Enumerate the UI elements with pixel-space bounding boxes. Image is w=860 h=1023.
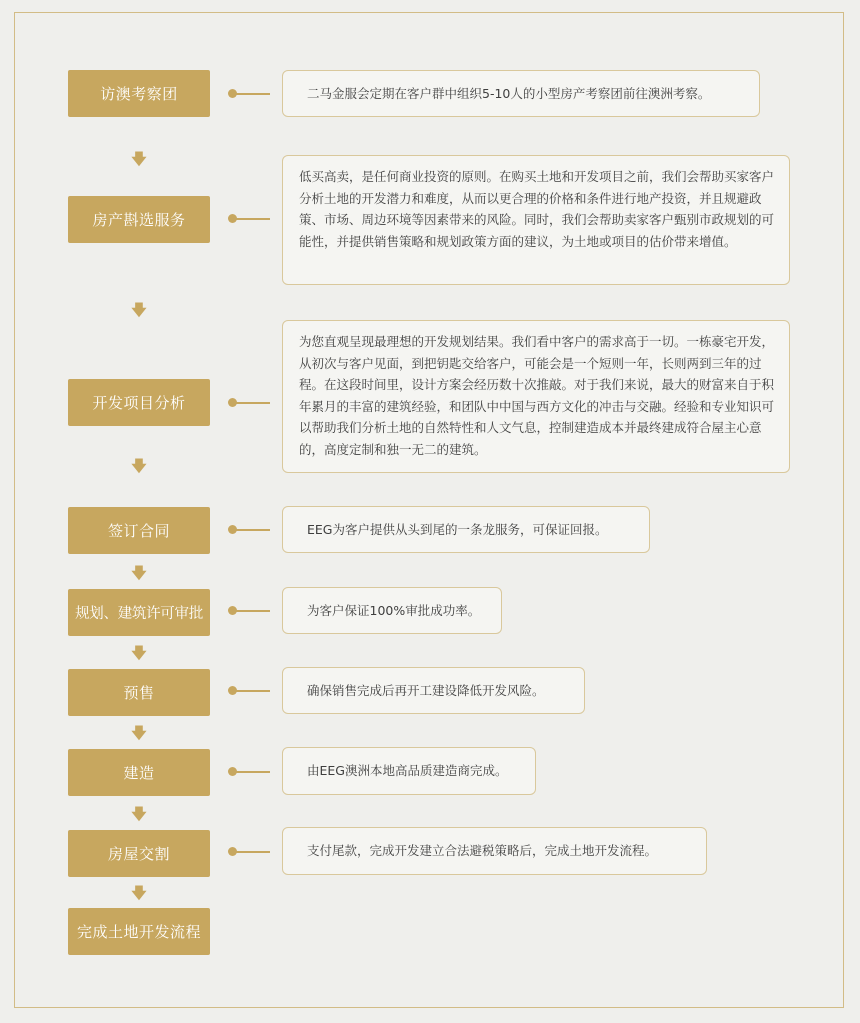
connector [228, 686, 270, 696]
step-complete: 完成土地开发流程 [68, 908, 210, 955]
step-property-selection-desc: 低买高卖，是任何商业投资的原则。在购买土地和开发项目之前，我们会帮助买家客户分析土地的开发潜力和难度，从而以更合理的价格和条件进行地产投资，并且规避政策、市场、周边环境等因素带来的风险。同时，我们会帮助卖家客户甄别市政规划的可能性，并提供销售策略和规划政策方面的建议，为土地或项目的估价带来增值。 [282, 155, 790, 285]
arrow-down-icon: 🡇 [131, 150, 147, 168]
connector [228, 525, 270, 535]
connector [228, 606, 270, 616]
step-sign-contract: 签订合同 [68, 507, 210, 554]
step-planning-approval: 规划、建筑许可审批 [68, 589, 210, 636]
step-presale-desc: 确保销售完成后再开工建设降低开发风险。 [282, 667, 585, 714]
step-handover-desc: 支付尾款，完成开发建立合法避税策略后，完成土地开发流程。 [282, 827, 707, 875]
step-property-selection: 房产斟选服务 [68, 196, 210, 243]
arrow-down-icon: 🡇 [131, 644, 147, 662]
step-project-analysis-desc: 为您直观呈现最理想的开发规划结果。我们看中客户的需求高于一切。一栋豪宅开发，从初次与客户见面，到把钥匙交给客户，可能会是一个短则一年，长则两到三年的过程。在这段时间里，设计方案会经历数十次推敲。对于我们来说，最大的财富来自于积年累月的丰富的建筑经验，和团队中中国与西方文化的冲击与交融。经验和专业知识可以帮助我们分析土地的自然特性和人文气息，控制建造成本并最终建成符合屋主心意的，高度定制和独一无二的建筑。 [282, 320, 790, 473]
arrow-down-icon: 🡇 [131, 724, 147, 742]
step-project-analysis: 开发项目分析 [68, 379, 210, 426]
connector [228, 89, 270, 99]
connector [228, 398, 270, 408]
step-construction: 建造 [68, 749, 210, 796]
step-planning-approval-desc: 为客户保证100%审批成功率。 [282, 587, 502, 634]
connector [228, 767, 270, 777]
arrow-down-icon: 🡇 [131, 457, 147, 475]
arrow-down-icon: 🡇 [131, 805, 147, 823]
arrow-down-icon: 🡇 [131, 564, 147, 582]
step-visit-tour-desc: 二马金服会定期在客户群中组织5-10人的小型房产考察团前往澳洲考察。 [282, 70, 760, 117]
arrow-down-icon: 🡇 [131, 301, 147, 319]
step-visit-tour: 访澳考察团 [68, 70, 210, 117]
connector [228, 847, 270, 857]
connector [228, 214, 270, 224]
arrow-down-icon: 🡇 [131, 884, 147, 902]
step-construction-desc: 由EEG澳洲本地高品质建造商完成。 [282, 747, 536, 795]
step-sign-contract-desc: EEG为客户提供从头到尾的一条龙服务，可保证回报。 [282, 506, 650, 553]
step-handover: 房屋交割 [68, 830, 210, 877]
step-presale: 预售 [68, 669, 210, 716]
